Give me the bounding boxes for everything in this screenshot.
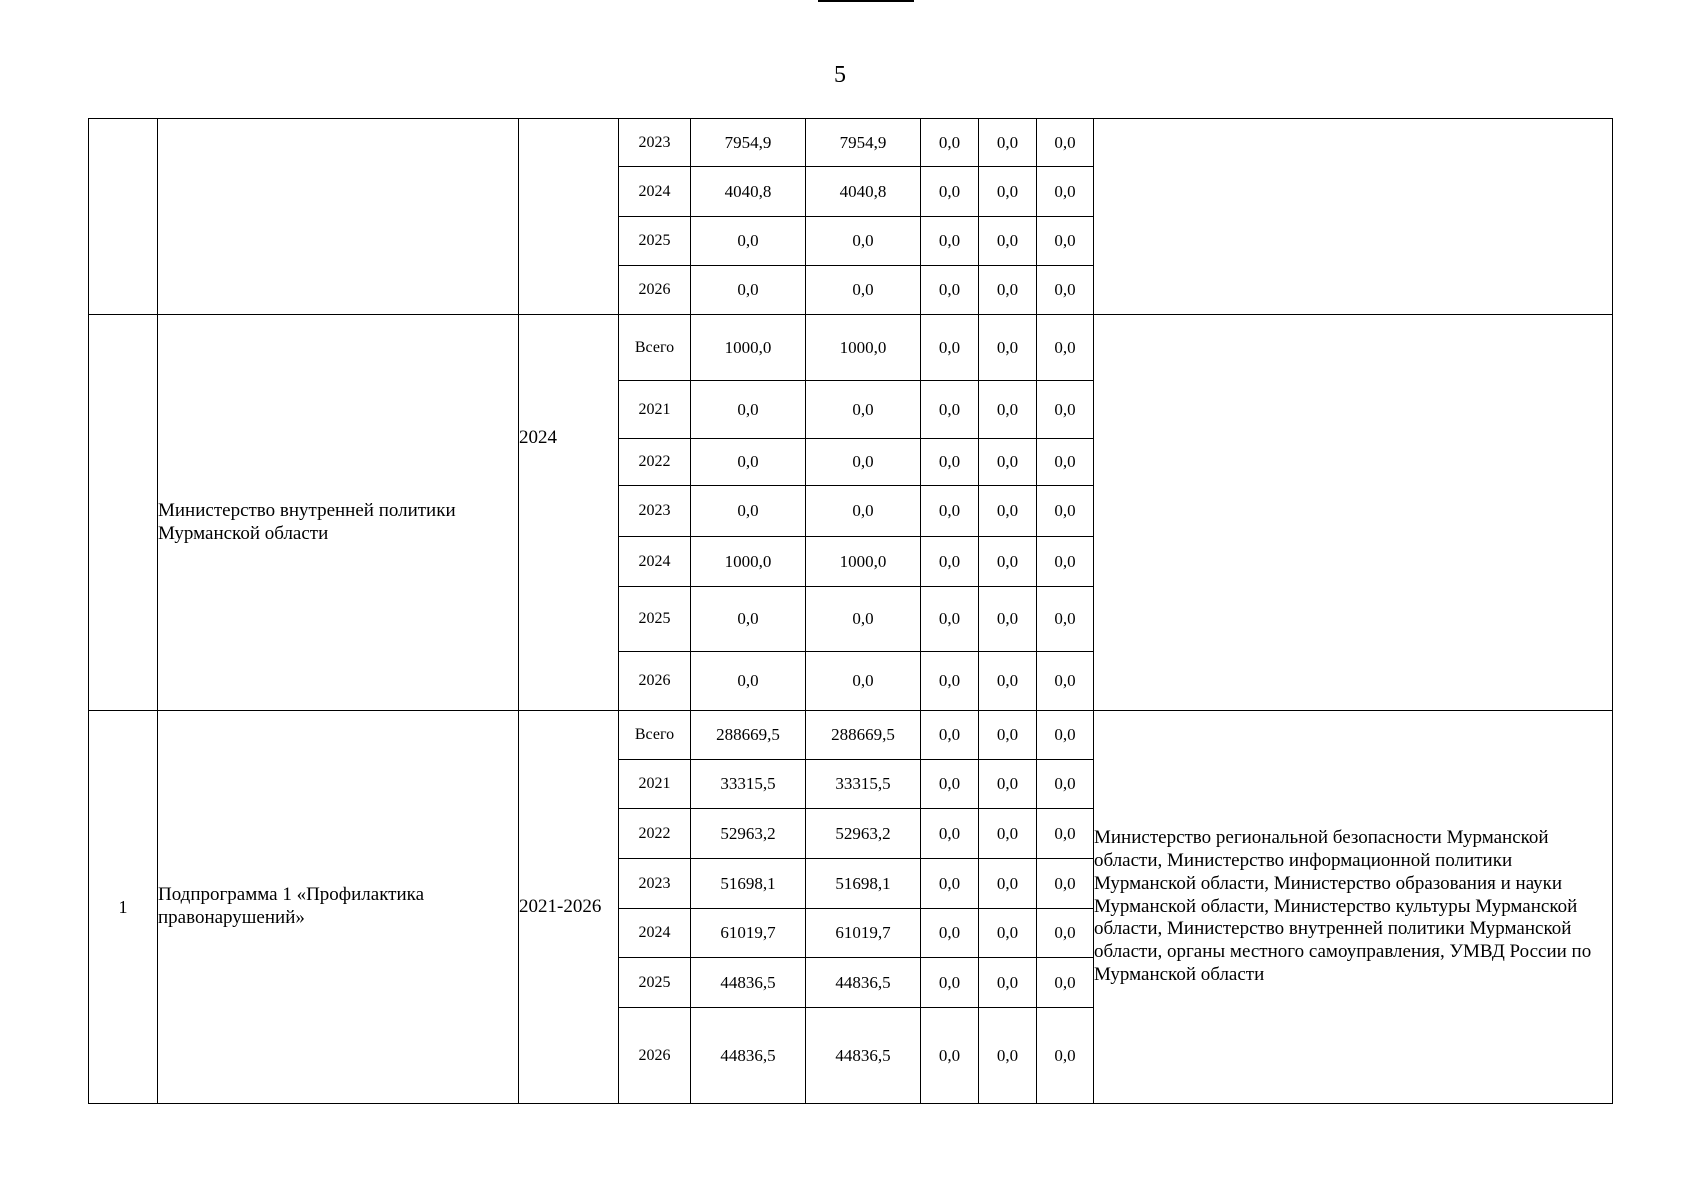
total-cell: 0,0 (691, 217, 806, 266)
regional-budget-cell: 0,0 (806, 266, 921, 315)
value-cell: 0,0 (1037, 217, 1094, 266)
value-cell: 0,0 (921, 439, 979, 486)
value-cell: 0,0 (979, 760, 1037, 809)
value-cell: 0,0 (1037, 315, 1094, 381)
year-cell: 2024 (619, 909, 691, 958)
value-cell: 0,0 (1037, 167, 1094, 217)
executor-cell (1094, 315, 1613, 711)
value-cell: 0,0 (979, 958, 1037, 1008)
regional-budget-cell: 0,0 (806, 486, 921, 537)
value-cell: 0,0 (979, 909, 1037, 958)
value-cell: 0,0 (979, 217, 1037, 266)
regional-budget-cell: 0,0 (806, 217, 921, 266)
value-cell: 0,0 (921, 381, 979, 439)
year-cell: 2026 (619, 652, 691, 711)
value-cell: 0,0 (921, 167, 979, 217)
total-cell: 52963,2 (691, 809, 806, 859)
row-number-cell (89, 315, 158, 711)
value-cell: 0,0 (921, 711, 979, 760)
total-cell: 61019,7 (691, 909, 806, 958)
value-cell: 0,0 (979, 315, 1037, 381)
regional-budget-cell: 33315,5 (806, 760, 921, 809)
total-cell: 0,0 (691, 587, 806, 652)
regional-budget-cell: 0,0 (806, 587, 921, 652)
value-cell: 0,0 (1037, 760, 1094, 809)
total-cell: 4040,8 (691, 167, 806, 217)
value-cell: 0,0 (921, 315, 979, 381)
executor-cell: Министерство региональной безопасности Мурманской области, Министерство информационной политики Мурманской области, Министерство образования и науки Мурманской области, Министерство культуры Мурманской области, Министерство внутренней политики Мурманской области, органы местного самоуправления, УМВД России по Мурманской области (1094, 711, 1613, 1104)
value-cell: 0,0 (1037, 119, 1094, 167)
total-cell: 0,0 (691, 486, 806, 537)
total-cell: 7954,9 (691, 119, 806, 167)
value-cell: 0,0 (979, 859, 1037, 909)
year-cell: 2026 (619, 1008, 691, 1104)
regional-budget-cell: 1000,0 (806, 537, 921, 587)
value-cell: 0,0 (1037, 266, 1094, 315)
funding-table (88, 118, 1613, 1104)
value-cell: 0,0 (979, 652, 1037, 711)
value-cell: 0,0 (1037, 958, 1094, 1008)
year-cell: 2024 (619, 537, 691, 587)
total-cell: 44836,5 (691, 958, 806, 1008)
row-number-cell (89, 119, 158, 315)
value-cell: 0,0 (1037, 381, 1094, 439)
value-cell: 0,0 (921, 537, 979, 587)
value-cell: 0,0 (1037, 587, 1094, 652)
table-row (89, 315, 1613, 381)
value-cell: 0,0 (979, 537, 1037, 587)
value-cell: 0,0 (1037, 711, 1094, 760)
value-cell: 0,0 (979, 1008, 1037, 1104)
regional-budget-cell: 1000,0 (806, 315, 921, 381)
value-cell: 0,0 (921, 217, 979, 266)
period-cell: 2024 (519, 315, 619, 711)
value-cell: 0,0 (921, 958, 979, 1008)
value-cell: 0,0 (979, 381, 1037, 439)
value-cell: 0,0 (921, 760, 979, 809)
year-cell: 2022 (619, 439, 691, 486)
regional-budget-cell: 0,0 (806, 439, 921, 486)
value-cell: 0,0 (1037, 439, 1094, 486)
total-cell: 33315,5 (691, 760, 806, 809)
page-top-mark (818, 0, 914, 2)
regional-budget-cell: 0,0 (806, 652, 921, 711)
total-cell: 44836,5 (691, 1008, 806, 1104)
year-cell: 2026 (619, 266, 691, 315)
total-cell: 0,0 (691, 439, 806, 486)
value-cell: 0,0 (979, 167, 1037, 217)
year-cell: 2023 (619, 486, 691, 537)
program-name-cell (158, 119, 519, 315)
year-cell: 2025 (619, 217, 691, 266)
regional-budget-cell: 44836,5 (806, 1008, 921, 1104)
total-cell: 1000,0 (691, 315, 806, 381)
regional-budget-cell: 61019,7 (806, 909, 921, 958)
year-cell: 2024 (619, 167, 691, 217)
value-cell: 0,0 (979, 119, 1037, 167)
year-cell: 2025 (619, 587, 691, 652)
value-cell: 0,0 (979, 587, 1037, 652)
value-cell: 0,0 (921, 652, 979, 711)
year-cell: 2021 (619, 381, 691, 439)
table-row (89, 711, 1613, 760)
table-row (89, 119, 1613, 167)
regional-budget-cell: 52963,2 (806, 809, 921, 859)
value-cell: 0,0 (1037, 909, 1094, 958)
year-cell: 2022 (619, 809, 691, 859)
program-name-cell: Подпрограмма 1 «Профилактика правонарушений» (158, 711, 519, 1104)
total-cell: 0,0 (691, 266, 806, 315)
regional-budget-cell: 0,0 (806, 381, 921, 439)
value-cell: 0,0 (979, 486, 1037, 537)
total-cell: 288669,5 (691, 711, 806, 760)
total-cell: 0,0 (691, 381, 806, 439)
value-cell: 0,0 (1037, 537, 1094, 587)
total-cell: 51698,1 (691, 859, 806, 909)
row-number-cell: 1 (89, 711, 158, 1104)
value-cell: 0,0 (979, 439, 1037, 486)
regional-budget-cell: 288669,5 (806, 711, 921, 760)
year-cell: 2023 (619, 859, 691, 909)
year-cell: Всего (619, 711, 691, 760)
period-cell: 2021-2026 (519, 711, 619, 1104)
value-cell: 0,0 (1037, 859, 1094, 909)
value-cell: 0,0 (921, 119, 979, 167)
regional-budget-cell: 4040,8 (806, 167, 921, 217)
value-cell: 0,0 (921, 859, 979, 909)
value-cell: 0,0 (921, 587, 979, 652)
value-cell: 0,0 (1037, 486, 1094, 537)
year-cell: 2021 (619, 760, 691, 809)
value-cell: 0,0 (1037, 652, 1094, 711)
year-cell: 2023 (619, 119, 691, 167)
year-cell: Всего (619, 315, 691, 381)
value-cell: 0,0 (1037, 809, 1094, 859)
value-cell: 0,0 (979, 711, 1037, 760)
value-cell: 0,0 (921, 909, 979, 958)
total-cell: 0,0 (691, 652, 806, 711)
value-cell: 0,0 (979, 809, 1037, 859)
program-name-cell: Министерство внутренней политики Мурманской области (158, 315, 519, 711)
value-cell: 0,0 (921, 1008, 979, 1104)
value-cell: 0,0 (921, 486, 979, 537)
regional-budget-cell: 7954,9 (806, 119, 921, 167)
regional-budget-cell: 44836,5 (806, 958, 921, 1008)
total-cell: 1000,0 (691, 537, 806, 587)
value-cell: 0,0 (979, 266, 1037, 315)
page-number: 5 (834, 62, 846, 88)
value-cell: 0,0 (1037, 1008, 1094, 1104)
regional-budget-cell: 51698,1 (806, 859, 921, 909)
period-cell (519, 119, 619, 315)
year-cell: 2025 (619, 958, 691, 1008)
executor-cell (1094, 119, 1613, 315)
value-cell: 0,0 (921, 266, 979, 315)
value-cell: 0,0 (921, 809, 979, 859)
